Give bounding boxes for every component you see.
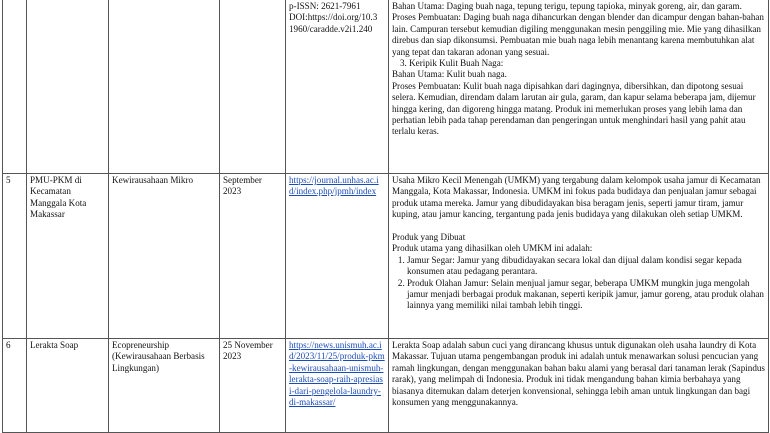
list-item: 2. Produk Olahan Jamur: Selain menjual jamur segar, beberapa UMKM mungkin juga mengolah jamur menjadi berbagai produk makanan, seperti keripik jamur, jamur goreng, atau produk olahan lainnya yang memiliki nilai tambah lebih tinggi. — [407, 278, 765, 312]
product-list — [392, 255, 765, 312]
description-paragraph: Bahan Utama: Daging buah naga, tepung terigu, tepung tapioka, minyak goreng, air, dan garam. — [392, 1, 742, 11]
doi-line: DOI:https://doi.org/10.3 — [289, 12, 378, 23]
cell-title: Lerakta Soap — [27, 339, 109, 433]
cell-reference — [286, 339, 389, 433]
description-paragraph: Produk utama yang dihasilkan oleh UMKM ini adalah: — [392, 243, 593, 254]
doi-line: 1960/caradde.v2i1.240 — [289, 23, 373, 34]
cell-field — [109, 0, 220, 174]
cell-no: 5 — [3, 174, 27, 339]
cell-description — [389, 174, 769, 339]
cell-reference — [286, 174, 389, 339]
cell-description — [389, 0, 769, 174]
cell-date: September 2023 — [220, 174, 286, 339]
table-row — [3, 339, 769, 433]
issn-line: p-ISSN: 2621-7961 — [289, 1, 361, 11]
cell-field: Ecopreneurship (Kewirausahaan Berbasis Lingkungan) — [109, 339, 220, 433]
description-paragraph: Usaha Mikro Kecil Menengah (UMKM) yang tergabung dalam kelompok usaha jamur di Kecamatan Manggala, Kota Makassar, Indonesia. UMKM ini fokus pada budidaya dan penjualan jamur sebagai produk utama mereka. Jamur yang dibudidayakan bisa beragam jenis, seperti jamur tiram, jamur kuping, atau jamur kancing, tergantung pada jenis budidaya yang dilakukan oleh setiap UMKM. — [392, 175, 761, 220]
cell-no: 6 — [3, 339, 27, 433]
projects-table — [2, 0, 769, 433]
description-paragraph: Lerakta Soap adalah sabun cuci yang dirancang khusus untuk digunakan oleh usaha laundry di Kota Makassar. Tujuan utama pengembangan produk ini adalah untuk menawarkan solusi pencucian yang ramah lingkungan, dengan menggunakan bahan baku alami yang berasal dari tanaman lerak (Sapindus rarak), yang melimpah di Indonesia. Produk ini tidak mengandung bahan kimia berbahaya yang biasanya ditemukan dalam deterjen konvensional, sehingga lebih aman untuk lingkungan dan bagi konsumen yang menggunakannya. — [392, 340, 765, 408]
list-item: 1. Jamur Segar: Jamur yang dibudidayakan secara lokal dan dijual dalam kondisi segar kepada konsumen atau pedagang perantara. — [407, 255, 765, 278]
table-row — [3, 174, 769, 339]
cell-title — [27, 0, 109, 174]
reference-link[interactable]: https://journal.unhas.ac.id/index.php/jpmh/index — [289, 175, 379, 197]
cell-field: Kewirausahaan Mikro — [109, 174, 220, 339]
description-paragraph: Proses Pembuatan: Kulit buah naga dipisahkan dari dagingnya, dibersihkan, dan dipotong sesuai selera. Kemudian, direndam dalam larutan air gula, garam, dan kapur selama beberapa jam, dijemur hingga kering, dan digoreng hingga matang. Produk ini memerlukan proses yang lebih lama dan perhatian lebih pada tahap perendaman dan pengeringan untuk menghindari hasil yang pahit atau terlalu keras. — [392, 80, 756, 137]
description-paragraph: Proses Pembuatan: Daging buah naga dihancurkan dengan blender dan dicampur dengan bahan-bahan lain. Campuran tersebut kemudian digiling menggunakan mesin penggiling mie. Mie yang dihasilkan direbus dan siap dikonsumsi. Pembuatan mie buah naga lebih menantang karena membutuhkan alat yang tepat dan takaran adonan yang sesuai. — [392, 12, 764, 57]
cell-reference — [286, 0, 389, 174]
description-paragraph: Bahan Utama: Kulit buah naga. — [392, 69, 507, 80]
description-heading: Produk yang Dibuat — [392, 232, 466, 243]
cell-title: PMU-PKM di Kecamatan Manggala Kota Makassar — [27, 174, 109, 339]
cell-description — [389, 339, 769, 433]
reference-link[interactable]: https://news.unismuh.ac.id/2023/11/25/produk-pkm-kewirausahaan-unismuh-lerakta-soap-raih-apresiasi-dari-pengelola-laundry-di-makassar/ — [289, 340, 385, 408]
cell-date: 25 November 2023 — [220, 339, 286, 433]
spacer — [392, 221, 765, 232]
description-subheading: 3. Keripik Kulit Buah Naga: — [400, 58, 504, 69]
cell-date — [220, 0, 286, 174]
cell-no — [3, 0, 27, 174]
table-row — [3, 0, 769, 174]
